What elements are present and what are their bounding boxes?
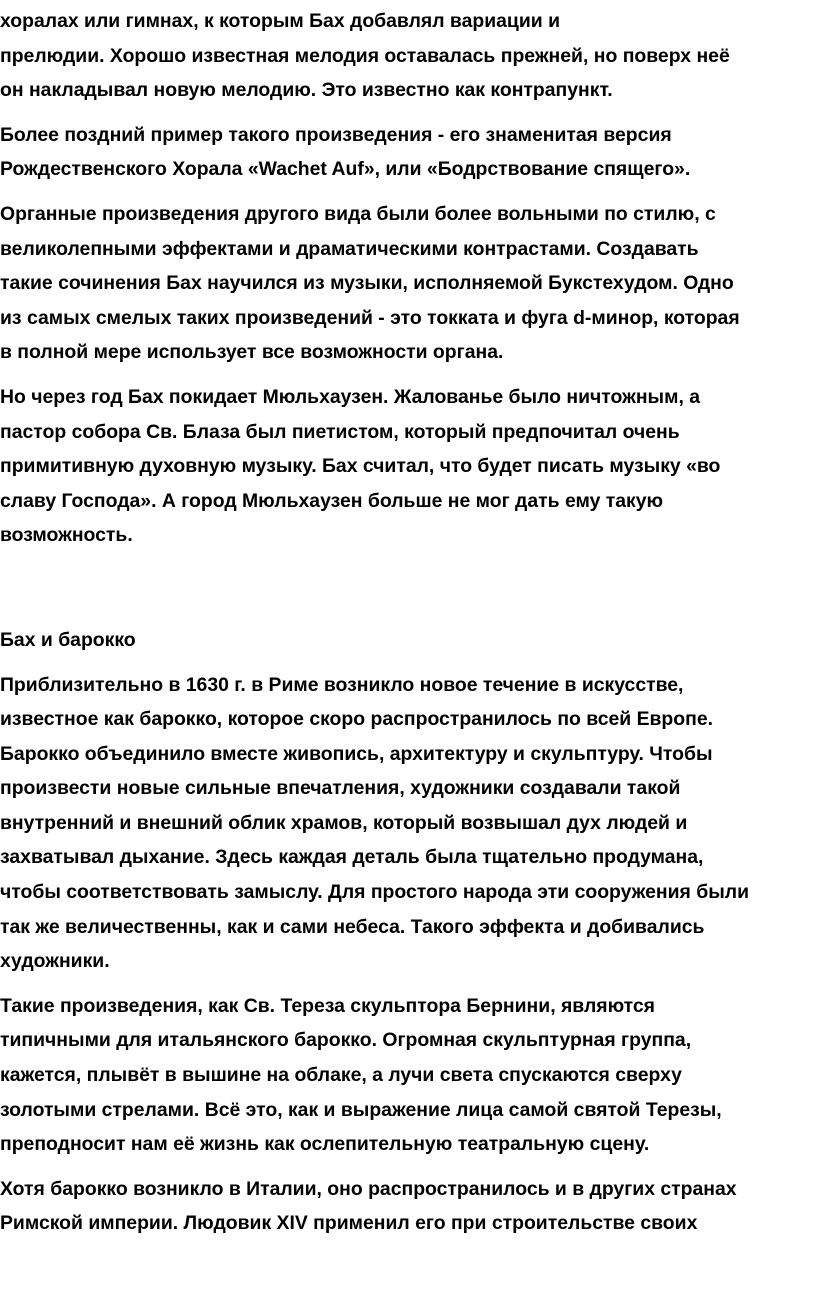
text-line: возможность. [0, 524, 133, 547]
text-line: хоралах или гимнах, к которым Бах добавлял вариации и [0, 10, 560, 32]
text-line: Более поздний пример такого произведения - его знаменитая версия [0, 123, 672, 146]
paragraph-baroque-origin [0, 668, 816, 979]
blank-space [0, 563, 816, 623]
text-line: художники. [0, 950, 110, 973]
paragraph-leaving-muhlhausen [0, 380, 816, 553]
text-line: прелюдии. Хорошо известная мелодия оставалась прежней, но поверх неё [0, 44, 730, 67]
text-line: великолепными эффектами и драматическими контрастами. Создавать [0, 237, 699, 260]
text-line: Рождественского Хорала «Wachet Auf», или «Бодрствование спящего». [0, 158, 691, 181]
text-line: кажется, плывёт в вышине на облаке, а лучи света спускаются сверху [0, 1064, 682, 1087]
text-line: внутренний и внешний облик храмов, который возвышал дух людей и [0, 811, 688, 834]
section-heading [0, 623, 816, 658]
text-line: из самых смелых таких произведений - это токката и фуга d-минор, которая [0, 306, 740, 329]
text-line: он накладывал новую мелодию. Это известно как контрапункт. [0, 79, 613, 102]
paragraph-organ-works [0, 197, 816, 370]
text-line: Хотя барокко возникло в Италии, оно распространилось и в других странах [0, 1177, 737, 1200]
text-line: Римской империи. Людовик XIV применил его при строительстве своих [0, 1212, 698, 1235]
text-line: такие сочинения Бах научился из музыки, исполняемой Букстехудом. Одно [0, 272, 734, 295]
text-line: типичными для итальянского барокко. Огромная скульптурная группа, [0, 1029, 692, 1052]
paragraph-baroque-spread [0, 1172, 816, 1241]
text-line: примитивную духовную музыку. Бах считал, что будет писать музыку «во [0, 455, 721, 478]
text-line: известное как барокко, которое скоро распространилось по всей Европе. [0, 708, 714, 731]
text-line: Приблизительно в 1630 г. в Риме возникло новое течение в искусстве, [0, 673, 684, 696]
text-line: захватывал дыхание. Здесь каждая деталь была тщательно продумана, [0, 846, 704, 869]
text-line: произвести новые сильные впечатления, художники создавали такой [0, 777, 681, 800]
text-line: Но через год Бах покидает Мюльхаузен. Жалованье было ничтожным, а [0, 385, 701, 408]
text-line: пастор собора Св. Блаза был пиетистом, который предпочитал очень [0, 420, 680, 443]
text-line: Барокко объединило вместе живопись, архитектуру и скульптуру. Чтобы [0, 742, 713, 765]
text-line: так же величественны, как и сами небеса. Такого эффекта и добивались [0, 915, 705, 938]
text-line: преподносит нам её жизнь как ослепительную театральную сцену. [0, 1133, 650, 1156]
text-line: золотыми стрелами. Всё это, как и выражение лица самой святой Терезы, [0, 1098, 722, 1121]
paragraph-bernini-teresa [0, 989, 816, 1162]
text-line: славу Господа». А город Мюльхаузен больше не мог дать ему такую [0, 489, 664, 512]
paragraph-chorale-variations [0, 4, 816, 108]
text-line: Органные произведения другого вида были более вольными по стилю, с [0, 202, 716, 225]
section-heading-text: Бах и барокко [0, 628, 136, 651]
text-line: Такие произведения, как Св. Тереза скульптора Бернини, являются [0, 994, 655, 1017]
text-line: чтобы соответствовать замыслу. Для простого народа эти сооружения были [0, 881, 750, 904]
paragraph-wachet-auf [0, 118, 816, 187]
text-line: в полной мере использует все возможности органа. [0, 341, 504, 364]
